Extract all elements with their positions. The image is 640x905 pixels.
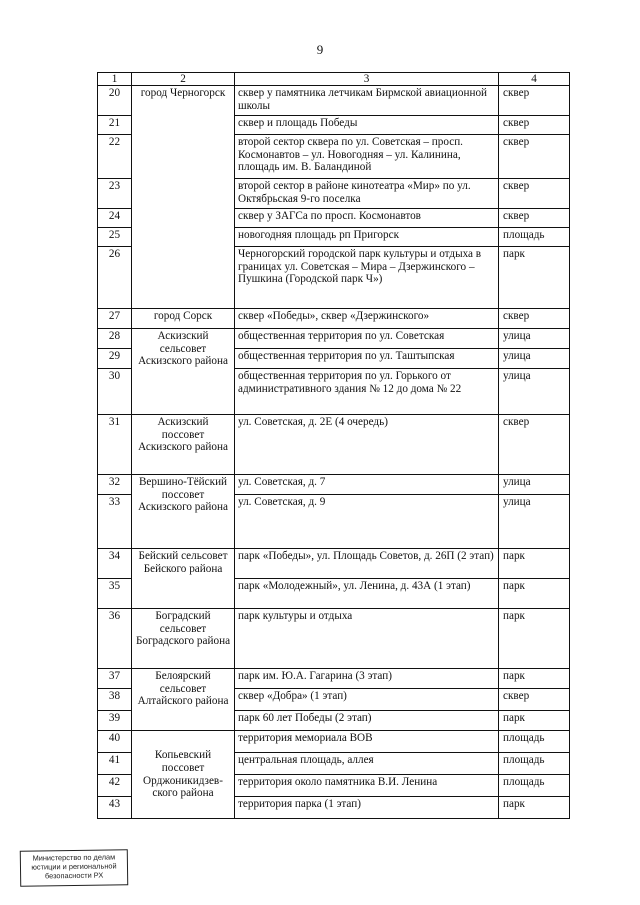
territory-cell: общественная территория по ул. Советская <box>235 329 499 349</box>
territory-cell: ул. Советская, д. 2Е (4 очередь) <box>235 415 499 475</box>
territory-cell: парк «Победы», ул. Площадь Советов, д. 26П (2 этап) <box>235 549 499 579</box>
row-number: 22 <box>98 135 132 179</box>
territory-table <box>97 72 570 819</box>
type-cell: парк <box>499 247 570 309</box>
type-cell: парк <box>499 669 570 689</box>
row-number: 39 <box>98 711 132 731</box>
territory-cell: территория парка (1 этап) <box>235 797 499 819</box>
municipality-cell: город Сорск <box>132 309 235 329</box>
type-cell: площадь <box>499 753 570 775</box>
table-row <box>98 329 570 349</box>
type-cell: сквер <box>499 135 570 179</box>
column-header-3: 3 <box>235 73 499 86</box>
table-row <box>98 309 570 329</box>
type-cell: сквер <box>499 86 570 116</box>
territory-cell: парк «Молодежный», ул. Ленина, д. 43А (1 этап) <box>235 579 499 609</box>
territory-cell: сквер у памятника летчикам Бирмской авиационной школы <box>235 86 499 116</box>
territory-cell: ул. Советская, д. 7 <box>235 475 499 495</box>
row-number: 28 <box>98 329 132 349</box>
table-row <box>98 669 570 689</box>
territory-cell: территория мемориала ВОВ <box>235 731 499 753</box>
row-number: 31 <box>98 415 132 475</box>
row-number: 33 <box>98 495 132 549</box>
territory-cell: второй сектор в районе кинотеатра «Мир» по ул. Октябрьская 9-го поселка <box>235 179 499 209</box>
column-header-1: 1 <box>98 73 132 86</box>
municipality-cell: Бейский сельсовет Бейского района <box>132 549 235 609</box>
type-cell: сквер <box>499 689 570 711</box>
row-number: 42 <box>98 775 132 797</box>
row-number: 37 <box>98 669 132 689</box>
row-number: 32 <box>98 475 132 495</box>
row-number: 24 <box>98 209 132 228</box>
territory-cell: сквер у ЗАГСа по просп. Космонавтов <box>235 209 499 228</box>
territory-cell: парк культуры и отдыха <box>235 609 499 669</box>
row-number: 26 <box>98 247 132 309</box>
type-cell: сквер <box>499 309 570 329</box>
municipality-cell: Белоярский сельсовет Алтайского района <box>132 669 235 731</box>
row-number: 35 <box>98 579 132 609</box>
municipality-cell: Вершино-Тёйский поссовет Аскизского района <box>132 475 235 549</box>
row-number: 40 <box>98 731 132 753</box>
territory-cell: новогодняя площадь рп Пригорск <box>235 228 499 247</box>
territory-cell: центральная площадь, аллея <box>235 753 499 775</box>
territory-cell: парк 60 лет Победы (2 этап) <box>235 711 499 731</box>
table-row <box>98 86 570 116</box>
table-row <box>98 415 570 475</box>
ministry-stamp <box>20 849 128 887</box>
territory-cell: сквер «Победы», сквер «Дзержинского» <box>235 309 499 329</box>
type-cell: улица <box>499 369 570 415</box>
territory-cell: Черногорский городской парк культуры и отдыха в границах ул. Советская – Мира – Дзержинского – Пушкина (Городской парк Ч») <box>235 247 499 309</box>
territory-cell: территория около памятника В.И. Ленина <box>235 775 499 797</box>
territory-cell: ул. Советская, д. 9 <box>235 495 499 549</box>
table-row <box>98 475 570 495</box>
type-cell: парк <box>499 549 570 579</box>
territory-cell: парк им. Ю.А. Гагарина (3 этап) <box>235 669 499 689</box>
type-cell: улица <box>499 329 570 349</box>
municipality-cell: Аскизский сельсовет Аскизского района <box>132 329 235 415</box>
type-cell: парк <box>499 797 570 819</box>
territory-cell: второй сектор сквера по ул. Советская – просп. Космонавтов – ул. Новогодняя – ул. Калинина, площадь им. В. Баландиной <box>235 135 499 179</box>
territory-cell: общественная территория по ул. Горького от административного здания № 12 до дома № 22 <box>235 369 499 415</box>
municipality-cell: Боградский сельсовет Боградского района <box>132 609 235 669</box>
row-number: 20 <box>98 86 132 116</box>
stamp-line: юстиции и региональной <box>31 861 117 872</box>
municipality-cell: Аскизский поссовет Аскизского района <box>132 415 235 475</box>
municipality-cell: город Черногорск <box>132 86 235 309</box>
type-cell: сквер <box>499 179 570 209</box>
type-cell: улица <box>499 475 570 495</box>
type-cell: сквер <box>499 116 570 135</box>
row-number: 29 <box>98 349 132 369</box>
type-cell: парк <box>499 609 570 669</box>
type-cell: площадь <box>499 775 570 797</box>
row-number: 25 <box>98 228 132 247</box>
row-number: 41 <box>98 753 132 775</box>
type-cell: площадь <box>499 731 570 753</box>
row-number: 43 <box>98 797 132 819</box>
type-cell: сквер <box>499 415 570 475</box>
table-header-row <box>98 73 570 86</box>
type-cell: площадь <box>499 228 570 247</box>
table-row <box>98 549 570 579</box>
type-cell: улица <box>499 495 570 549</box>
row-number: 34 <box>98 549 132 579</box>
column-header-4: 4 <box>499 73 570 86</box>
type-cell: сквер <box>499 209 570 228</box>
type-cell: парк <box>499 579 570 609</box>
row-number: 23 <box>98 179 132 209</box>
stamp-line: безопасности РХ <box>44 870 104 881</box>
row-number: 27 <box>98 309 132 329</box>
territory-cell: сквер и площадь Победы <box>235 116 499 135</box>
row-number: 36 <box>98 609 132 669</box>
row-number: 38 <box>98 689 132 711</box>
table-row <box>98 731 570 753</box>
territory-cell: общественная территория по ул. Таштыпская <box>235 349 499 369</box>
stamp-line: Министерство по делам <box>32 852 116 863</box>
territory-cell: сквер «Добра» (1 этап) <box>235 689 499 711</box>
row-number: 21 <box>98 116 132 135</box>
municipality-cell: Копьевский поссовет Орджоникидзев-ского района <box>132 731 235 819</box>
table-row <box>98 609 570 669</box>
row-number: 30 <box>98 369 132 415</box>
page-number: 9 <box>316 42 324 57</box>
type-cell: парк <box>499 711 570 731</box>
type-cell: улица <box>499 349 570 369</box>
column-header-2: 2 <box>132 73 235 86</box>
